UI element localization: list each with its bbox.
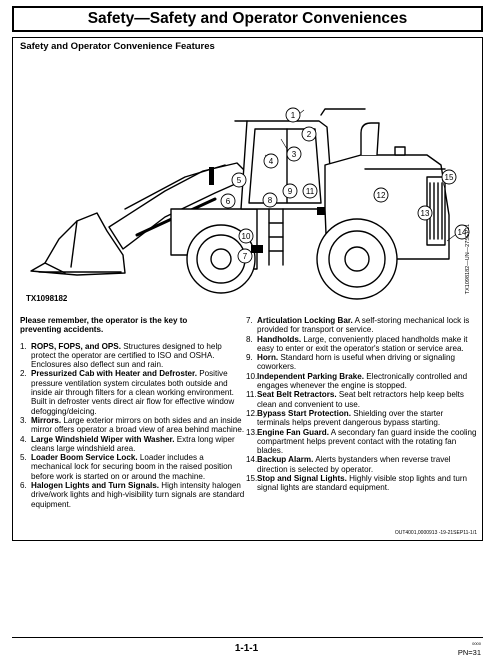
feature-text: High intensity halogen drive/work lights and high-visibility turn signals are standard equipment. xyxy=(31,481,245,509)
feature-name: Halogen Lights and Turn Signals. xyxy=(31,481,160,491)
feature-text: Electronically controlled and engages whenever the engine is stopped. xyxy=(257,371,468,391)
feature-item xyxy=(246,372,478,391)
bottom-rule xyxy=(12,637,483,638)
callout-9 xyxy=(283,184,297,198)
features-right-column xyxy=(246,316,478,493)
svg-text:15: 15 xyxy=(444,173,454,182)
feature-name: ROPS, FOPS, and OPS. xyxy=(31,341,121,351)
svg-text:2: 2 xyxy=(306,130,312,139)
feature-description xyxy=(31,453,245,481)
callout-2 xyxy=(302,127,316,141)
section-title: Safety and Operator Convenience Features xyxy=(20,41,215,52)
feature-name: Handholds. xyxy=(257,334,302,344)
feature-text: A self-storing mechanical lock is provided for transport or service. xyxy=(257,316,470,335)
feature-name: Stop and Signal Lights. xyxy=(257,474,347,484)
feature-item xyxy=(246,353,478,372)
feature-name: Independent Parking Brake. xyxy=(257,371,365,381)
feature-item xyxy=(246,428,478,456)
feature-description xyxy=(257,455,478,474)
feature-text: Highly visible stop lights and turn signal lights are standard equipment. xyxy=(257,474,468,493)
feature-item xyxy=(20,453,245,481)
callout-12 xyxy=(374,188,388,202)
feature-number: 8. xyxy=(246,334,253,344)
callout-6 xyxy=(221,194,235,208)
feature-name: Pressurized Cab with Heater and Defroster. xyxy=(31,369,197,379)
svg-text:10: 10 xyxy=(241,232,251,241)
pn-label: PN=31 xyxy=(457,648,481,657)
svg-text:8: 8 xyxy=(267,196,273,205)
footer-small-code: 0000 xyxy=(472,641,481,646)
feature-number: 3. xyxy=(20,415,27,425)
doc-code: OUT4001,0000913 -19-21SEP11-1/1 xyxy=(394,530,477,536)
feature-description xyxy=(31,435,245,454)
feature-number: 6. xyxy=(20,481,27,491)
figure-side-code: TX1098182—UN—27SEP11 xyxy=(465,224,471,295)
feature-number: 5. xyxy=(20,453,27,463)
feature-number: 2. xyxy=(20,369,27,379)
feature-name: Seat Belt Retractors. xyxy=(257,390,337,400)
feature-number: 14. xyxy=(246,455,258,465)
intro-text: Please remember, the operator is the key to preventing accidents. xyxy=(20,316,188,335)
svg-text:11: 11 xyxy=(305,187,315,196)
feature-name: Engine Fan Guard. xyxy=(257,427,329,437)
feature-item xyxy=(20,416,245,435)
feature-description xyxy=(257,428,478,456)
svg-text:13: 13 xyxy=(420,209,430,218)
feature-number: 4. xyxy=(20,434,27,444)
feature-number: 1. xyxy=(20,341,27,351)
feature-list-left xyxy=(20,342,245,509)
feature-text: Positive pressure ventilation system circulates both outside and inside air through filters for a clean working environment. Built in defroster vents direct air flow for effective window defogging/deicing. xyxy=(31,369,235,416)
callout-13 xyxy=(418,206,432,220)
feature-description xyxy=(257,316,478,335)
svg-text:9: 9 xyxy=(287,187,293,196)
feature-number: 13. xyxy=(246,427,258,437)
feature-name: Mirrors. xyxy=(31,415,62,425)
svg-text:12: 12 xyxy=(376,191,386,200)
callout-15 xyxy=(442,170,456,184)
svg-text:7: 7 xyxy=(242,252,248,261)
feature-item xyxy=(20,342,245,370)
feature-name: Backup Alarm. xyxy=(257,455,314,465)
callout-3 xyxy=(287,147,301,161)
feature-text: Alerts bystanders when reverse travel direction is selected by operator. xyxy=(257,455,451,474)
feature-item xyxy=(246,316,478,335)
feature-description xyxy=(257,390,478,409)
page-number: 1-1-1 xyxy=(234,643,259,654)
feature-list-right xyxy=(246,316,478,493)
figure-code: TX1098182 xyxy=(26,294,68,303)
feature-name: Bypass Start Protection. xyxy=(257,408,352,418)
feature-name: Articulation Locking Bar. xyxy=(257,316,353,325)
feature-text: Standard horn is useful when driving or signaling coworkers. xyxy=(257,353,455,372)
feature-description xyxy=(257,353,478,372)
feature-item xyxy=(246,409,478,428)
feature-description xyxy=(257,372,478,391)
feature-number: 11. xyxy=(246,390,257,400)
features-left-column xyxy=(20,316,245,509)
feature-description xyxy=(31,342,245,370)
svg-text:1: 1 xyxy=(290,111,296,120)
feature-item xyxy=(246,335,478,354)
feature-description xyxy=(257,335,478,354)
feature-item xyxy=(246,455,478,474)
feature-text: Large exterior mirrors on both sides and an inside mirror offers operator a broad view of area behind machine. xyxy=(31,415,245,435)
callout-4 xyxy=(264,154,278,168)
page-title: Safety—Safety and Operator Conveniences xyxy=(12,6,483,32)
feature-text: Seat belt retractors help keep belts clean and convenient to use. xyxy=(257,390,464,409)
svg-text:4: 4 xyxy=(268,157,274,166)
feature-item xyxy=(246,390,478,409)
feature-text: Structures designed to help protect the operator are certified to ISO and OSHA. Enclosures also deflect sun and rain. xyxy=(31,341,222,370)
svg-text:14: 14 xyxy=(457,228,467,237)
feature-text: Large, conveniently placed handholds make it easy to enter or exit the operator's station or service area. xyxy=(257,334,468,353)
feature-text: A secondary fan guard inside the cooling compartment helps prevent contact with the rotating fan blades. xyxy=(257,427,477,456)
callout-8 xyxy=(263,193,277,207)
feature-number: 12. xyxy=(246,408,258,418)
callout-10 xyxy=(239,229,253,243)
wheel-loader-illustration xyxy=(25,59,473,321)
feature-number: 7. xyxy=(246,316,253,325)
feature-description xyxy=(31,369,245,415)
feature-number: 15. xyxy=(246,474,258,484)
svg-text:3: 3 xyxy=(291,150,297,159)
callout-11 xyxy=(303,184,317,198)
feature-text: Extra long wiper cleans large windshield area. xyxy=(31,434,235,453)
feature-text: Loader includes a mechanical lock for securing boom in the raised position before work is started on or around the machine. xyxy=(31,453,233,481)
feature-name: Horn. xyxy=(257,353,279,363)
svg-text:6: 6 xyxy=(225,197,231,206)
feature-number: 10. xyxy=(246,371,258,381)
feature-name: Large Windshield Wiper with Washer. xyxy=(31,434,175,444)
feature-name: Loader Boom Service Lock. xyxy=(31,453,138,463)
feature-item xyxy=(20,435,245,454)
feature-description xyxy=(31,481,245,509)
feature-item xyxy=(20,369,245,415)
feature-text: Shielding over the starter terminals helps prevent dangerous bypass starting. xyxy=(257,408,444,428)
feature-description xyxy=(257,474,478,493)
svg-text:5: 5 xyxy=(236,176,242,185)
callout-7 xyxy=(238,249,252,263)
feature-description xyxy=(31,416,245,435)
feature-number: 9. xyxy=(246,353,253,363)
feature-description xyxy=(257,409,478,428)
callout-5 xyxy=(232,173,246,187)
feature-item xyxy=(20,481,245,509)
feature-item xyxy=(246,474,478,493)
content-box xyxy=(12,37,483,541)
callout-1 xyxy=(286,108,300,122)
